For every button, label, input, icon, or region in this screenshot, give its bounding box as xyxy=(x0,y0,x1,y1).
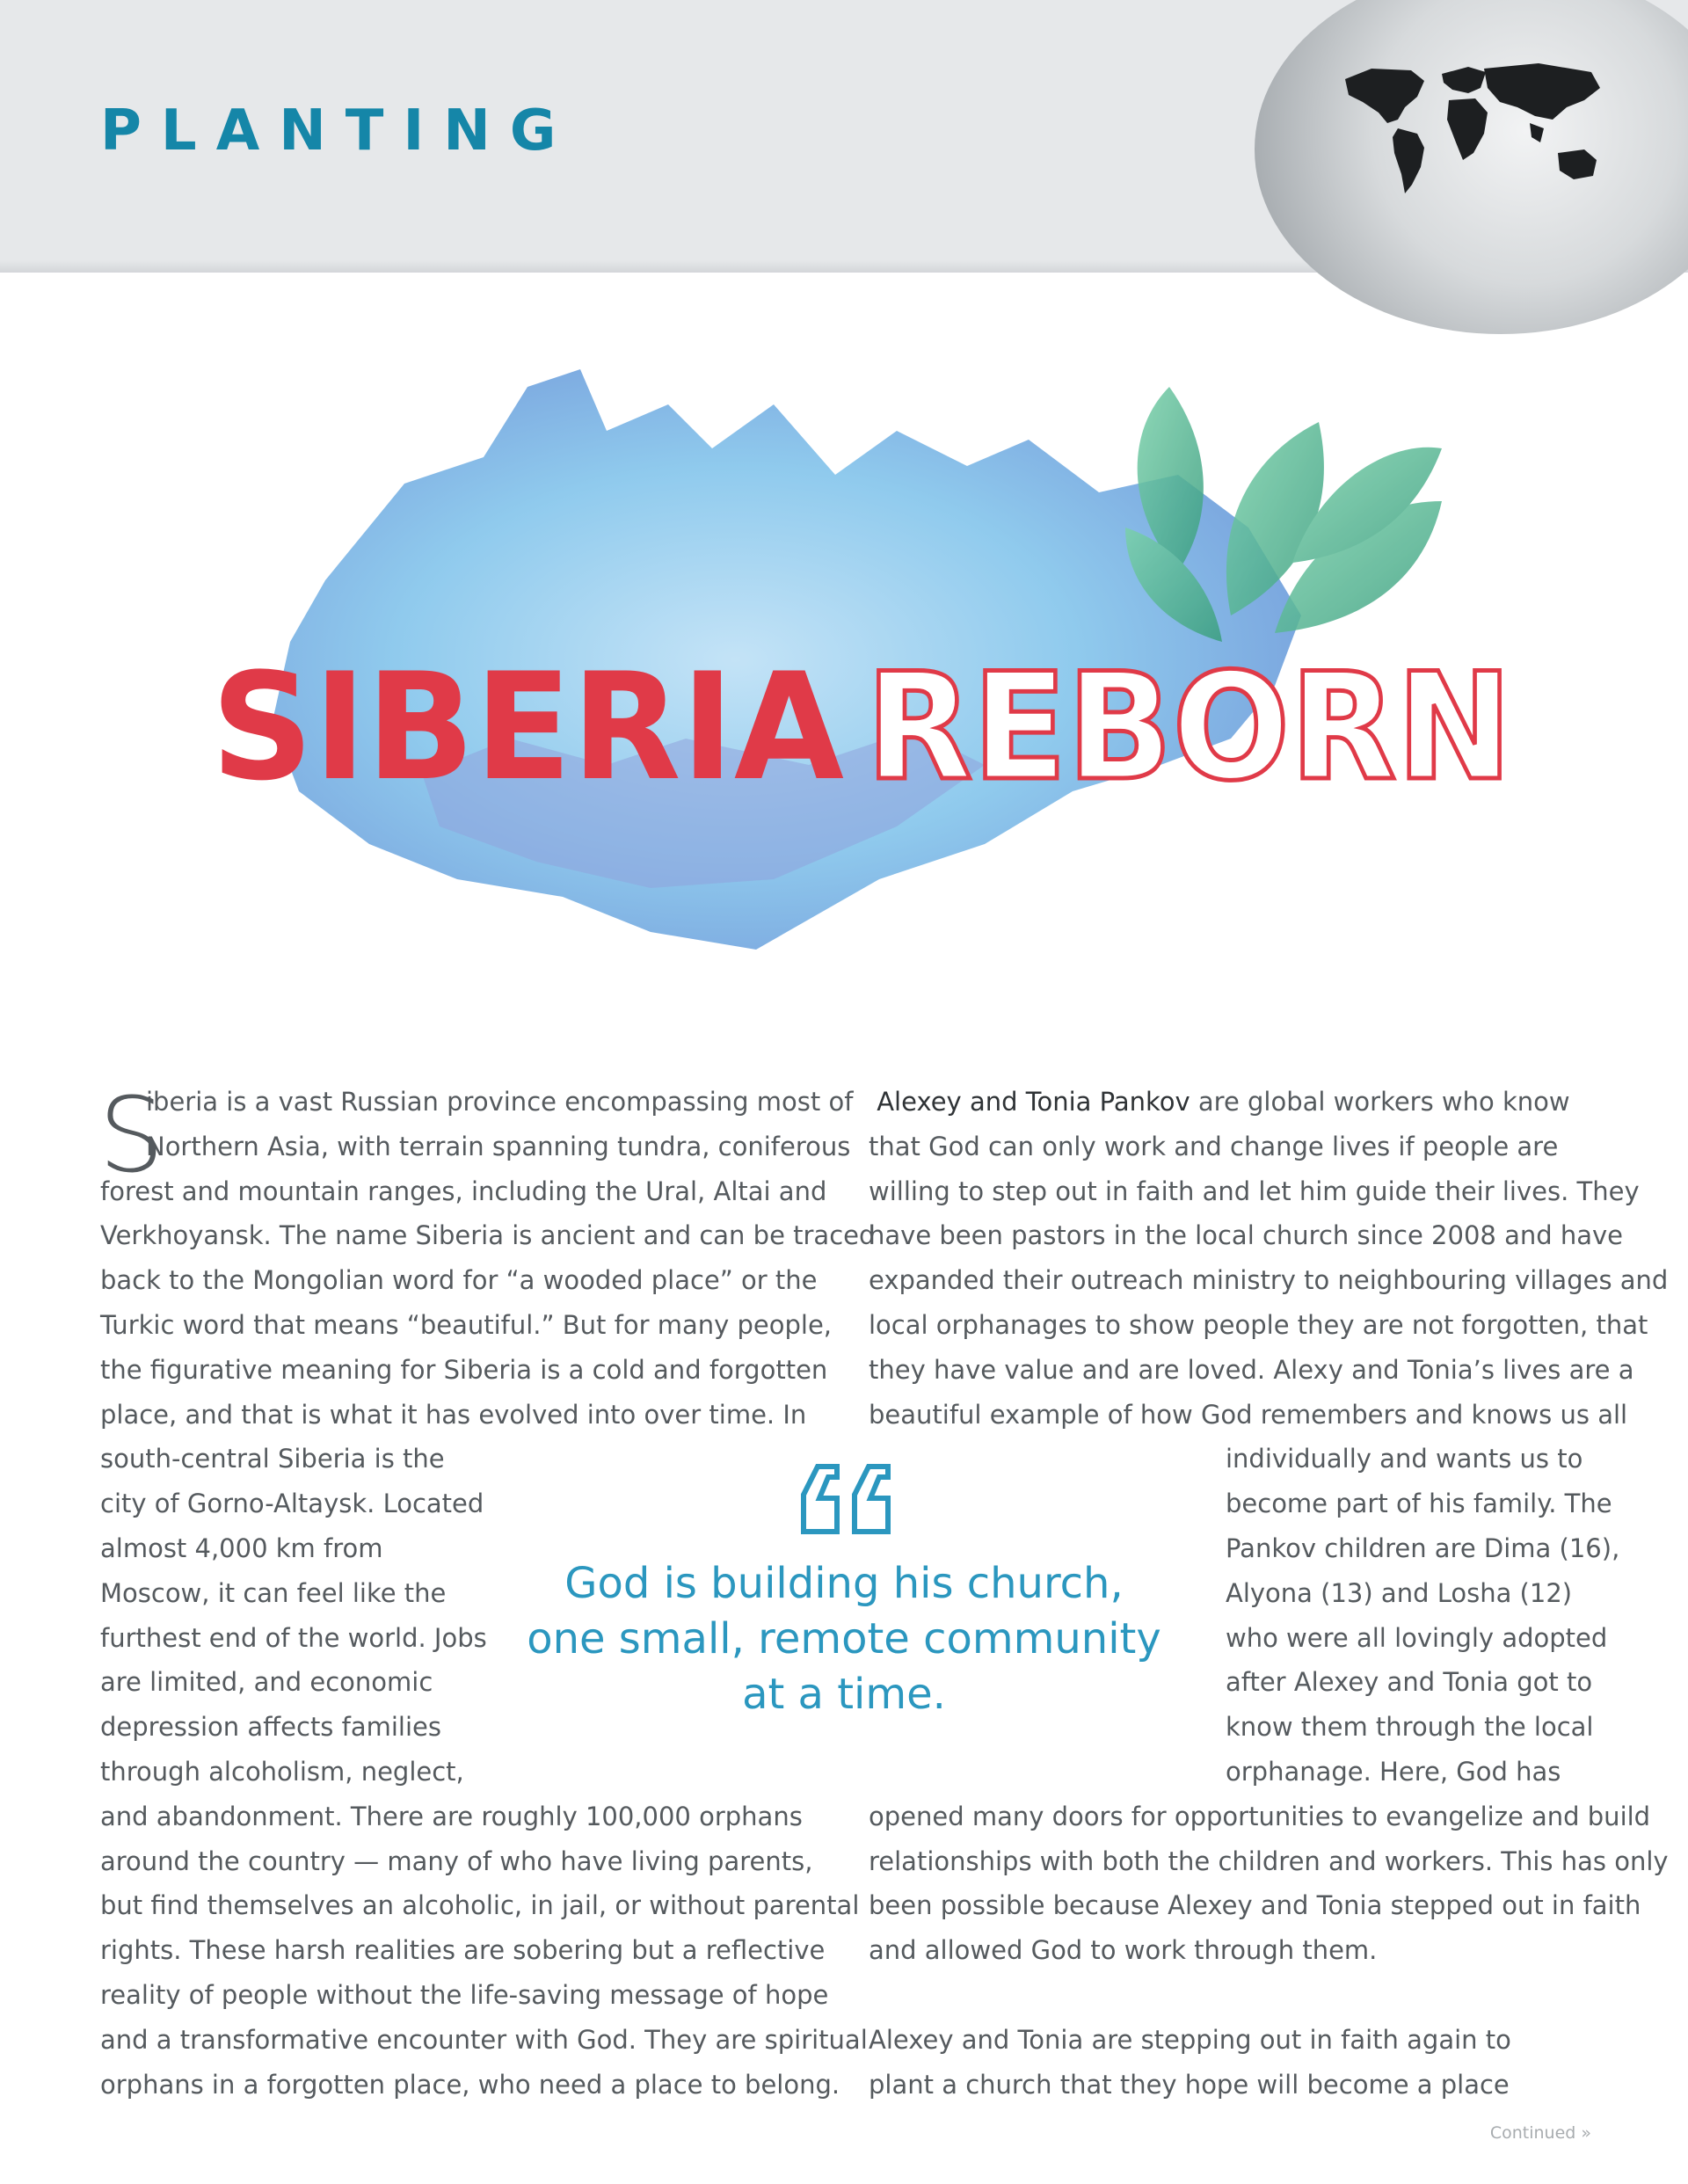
text-line: beautiful example of how God remembers and knows us all xyxy=(869,1399,1628,1430)
text-line: Northern Asia, with terrain spanning tundra, coniferous xyxy=(146,1131,851,1161)
text-line: local orphanages to show people they are not forgotten, that xyxy=(869,1309,1648,1340)
pull-quote xyxy=(475,1556,1213,1722)
text-line: Moscow, it can feel like the xyxy=(100,1577,447,1608)
text-line: relationships with both the children and workers. This has only xyxy=(869,1845,1669,1876)
column-1-top xyxy=(146,1080,853,1169)
column-2-paragraph-2 xyxy=(869,2018,1511,2108)
text-line: expanded their outreach ministry to neighbouring villages and xyxy=(869,1265,1669,1296)
text-line: forest and mountain ranges, including the Ural, Altai and xyxy=(100,1176,827,1206)
text-line: almost 4,000 km from xyxy=(100,1532,383,1563)
text-line: are limited, and economic xyxy=(100,1667,433,1698)
lead-names: Alexey and Tonia Pankov xyxy=(877,1087,1190,1117)
text-line: they have value and are loved. Alexy and Tonia’s lives are a xyxy=(869,1354,1634,1385)
pull-quote-line: at a time. xyxy=(742,1670,946,1719)
text-line: and abandonment. There are roughly 100,000 orphans xyxy=(100,1801,803,1831)
text-line: Turkic word that means “beautiful.” But for many people, xyxy=(100,1309,833,1340)
text-line: Verkhoyansk. The name Siberia is ancient and can be traced xyxy=(100,1220,876,1251)
column-2-top xyxy=(869,1080,1668,1437)
text-line: rights. These harsh realities are sobering but a reflective xyxy=(100,1935,826,1966)
continued-link[interactable]: Continued » xyxy=(1489,2123,1591,2143)
pull-quote-line: one small, remote community xyxy=(527,1614,1161,1663)
text-line: individually and wants us to xyxy=(1226,1444,1583,1474)
text-line: been possible because Alexey and Tonia stepped out in faith xyxy=(869,1890,1641,1921)
pull-quote-line: God is building his church, xyxy=(564,1559,1124,1608)
text-line: have been pastors in the local church since 2008 and have xyxy=(869,1220,1624,1251)
hero-title-siberia: SIBERIA xyxy=(211,651,844,800)
text-line: around the country — many of who have living parents, xyxy=(100,1845,813,1876)
hero-title xyxy=(202,651,1521,800)
column-1-top-cont xyxy=(100,1169,875,1438)
text-line xyxy=(869,1080,1668,1125)
text-line: depression affects families xyxy=(100,1712,441,1743)
text-line: and a transformative encounter with God. They are spiritual xyxy=(100,2024,868,2055)
text-line: through alcoholism, neglect, xyxy=(100,1756,464,1787)
column-1-bottom xyxy=(100,1795,868,2108)
text-line: place, and that is what it has evolved into over time. In xyxy=(100,1399,807,1430)
text-line: opened many doors for opportunities to evangelize and build xyxy=(869,1801,1651,1831)
quote-mark-icon xyxy=(798,1460,895,1539)
text-line: orphanage. Here, God has xyxy=(1226,1756,1561,1787)
text-line: Pankov children are Dima (16), xyxy=(1226,1532,1620,1563)
text-line: back to the Mongolian word for “a wooded place” or the xyxy=(100,1265,818,1296)
text-line: that God can only work and change lives if people are xyxy=(869,1131,1559,1161)
text-line: south-central Siberia is the xyxy=(100,1444,445,1474)
text-line: Alexey and Tonia are stepping out in faith again to xyxy=(869,2024,1511,2055)
text-line: after Alexey and Tonia got to xyxy=(1226,1667,1593,1698)
drop-cap: S xyxy=(98,1074,164,1196)
text-line: plant a church that they hope will become a place xyxy=(869,2069,1510,2100)
world-map-icon xyxy=(1336,62,1609,202)
text-line: become part of his family. The xyxy=(1226,1489,1612,1519)
column-2-middle xyxy=(1226,1437,1619,1794)
text-line: orphans in a forgotten place, who need a place to belong. xyxy=(100,2069,840,2100)
column-2-bottom xyxy=(869,1795,1669,1973)
hero-title-reborn: REBORN xyxy=(866,651,1512,800)
text-line: iberia is a vast Russian province encompassing most of xyxy=(146,1087,854,1117)
text-line: who were all lovingly adopted xyxy=(1226,1622,1608,1653)
text-line: willing to step out in faith and let him guide their lives. They xyxy=(869,1176,1640,1206)
text-line: city of Gorno-Altaysk. Located xyxy=(100,1489,484,1519)
column-1-middle xyxy=(100,1437,487,1794)
text-line: but find themselves an alcoholic, in jail, or without parental xyxy=(100,1890,860,1921)
text-line: the figurative meaning for Siberia is a cold and forgotten xyxy=(100,1354,828,1385)
text-line: know them through the local xyxy=(1226,1712,1594,1743)
text-line: reality of people without the life-saving message of hope xyxy=(100,1979,829,2010)
lead-rest: are global workers who know xyxy=(1197,1087,1570,1117)
text-line: furthest end of the world. Jobs xyxy=(100,1622,487,1653)
text-line: and allowed God to work through them. xyxy=(869,1935,1378,1966)
text-line: Alyona (13) and Losha (12) xyxy=(1226,1577,1573,1608)
section-label: PLANTING xyxy=(100,98,576,164)
